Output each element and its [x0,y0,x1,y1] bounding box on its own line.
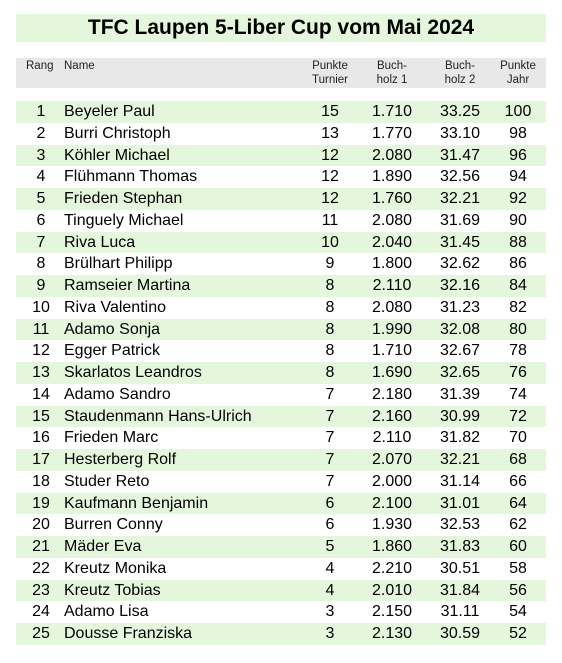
cell-buchholz-1: 2.000 [371,472,413,490]
table-row [16,427,546,449]
cell-rang: 6 [36,211,46,229]
cell-buchholz-1: 2.150 [371,603,413,621]
header-punkte-jahr-line2: Jahr [506,74,530,86]
cell-punkte-turnier: 10 [321,233,339,251]
header-buchholz-1-line1: Buch- [376,60,408,72]
cell-buchholz-2: 32.65 [439,364,481,381]
cell-buchholz-1: 1.690 [371,364,413,381]
cell-punkte-turnier: 8 [325,277,335,294]
cell-buchholz-2: 33.10 [439,124,481,142]
cell-buchholz-1: 1.890 [371,168,413,186]
cell-punkte-jahr: 80 [509,320,527,338]
cell-name: Mäder Eva [64,538,142,555]
cell-buchholz-2: 31.82 [439,429,481,447]
cell-punkte-turnier: 8 [325,298,335,316]
table-row [16,449,546,471]
table-row [16,406,546,428]
cell-name: Adamo Sonja [64,320,161,338]
cell-punkte-turnier: 4 [325,559,335,577]
cell-buchholz-2: 31.84 [439,581,481,599]
cell-name: Riva Luca [64,233,136,251]
cell-punkte-jahr: 62 [509,516,527,534]
cell-rang: 19 [32,494,50,512]
cell-name: Ramseier Martina [64,277,191,294]
table-row [16,514,546,536]
cell-name: Frieden Stephan [64,190,183,207]
cell-punkte-jahr: 88 [509,233,527,251]
cell-rang: 25 [32,625,50,642]
cell-name: Brülhart Philipp [64,255,173,273]
cell-buchholz-1: 2.070 [371,451,413,468]
cell-name: Staudenmann Hans-Ulrich [64,407,252,425]
cell-name: Riva Valentino [64,298,166,316]
cell-punkte-jahr: 72 [509,407,527,425]
cell-punkte-jahr: 56 [509,581,527,599]
cell-rang: 14 [32,385,50,403]
cell-punkte-jahr: 90 [509,211,527,229]
cell-name: Flühmann Thomas [64,168,198,186]
cell-rang: 9 [36,277,46,294]
cell-punkte-turnier: 7 [325,429,335,447]
header-punkte-jahr-line1: Punkte [500,60,536,72]
cell-punkte-turnier: 11 [321,211,339,229]
table-row [16,384,546,406]
cell-buchholz-2: 31.45 [439,233,481,251]
cell-buchholz-1: 2.130 [371,625,413,642]
cell-buchholz-2: 30.99 [439,407,481,425]
cell-buchholz-1: 2.110 [372,429,412,447]
cell-buchholz-1: 2.080 [371,298,413,316]
cell-punkte-jahr: 100 [504,103,532,120]
table-row [16,580,546,602]
cell-buchholz-2: 30.59 [439,625,481,642]
cell-rang: 13 [32,364,50,381]
cell-rang: 23 [32,581,50,599]
cell-punkte-jahr: 64 [509,494,527,512]
cell-punkte-jahr: 94 [509,168,527,186]
cell-punkte-turnier: 7 [325,407,335,425]
cell-rang: 21 [32,538,50,555]
cell-punkte-turnier: 13 [321,124,339,142]
cell-punkte-jahr: 78 [509,342,527,360]
cell-rang: 3 [36,146,46,164]
cell-buchholz-1: 2.100 [371,494,413,512]
cell-rang: 15 [32,407,50,425]
cell-punkte-turnier: 8 [325,342,335,360]
cell-rang: 22 [32,559,50,577]
table-row [16,101,546,123]
header-rang: Rang [26,60,54,72]
cell-punkte-jahr: 66 [509,472,527,490]
cell-buchholz-2: 33.25 [439,103,481,120]
cell-rang: 18 [32,472,50,490]
cell-rang: 1 [36,103,46,120]
cell-rang: 2 [36,124,46,142]
cell-name: Hesterberg Rolf [64,451,177,468]
cell-punkte-turnier: 7 [325,472,335,490]
ranking-table-body [16,101,546,645]
cell-buchholz-1: 2.160 [371,407,413,425]
header-buchholz-2-line1: Buch- [444,60,476,72]
cell-name: Kreutz Monika [64,559,167,577]
cell-punkte-turnier: 8 [325,320,335,338]
table-row [16,601,546,623]
table-row [16,297,546,319]
table-row [16,210,546,232]
cell-buchholz-2: 32.62 [439,255,481,273]
cell-rang: 4 [36,168,46,186]
cell-buchholz-2: 31.47 [439,146,481,164]
cell-buchholz-2: 31.23 [439,298,481,316]
table-row [16,362,546,384]
cell-rang: 12 [32,342,50,360]
cell-name: Beyeler Paul [64,103,155,120]
header-buchholz-1 [362,59,422,87]
cell-rang: 5 [36,190,46,207]
cell-buchholz-1: 2.110 [372,277,412,294]
cell-name: Kreutz Tobias [64,581,161,599]
cell-name: Tinguely Michael [64,211,184,229]
cell-rang: 8 [36,255,46,273]
cell-buchholz-1: 2.010 [371,581,413,599]
header-buchholz-2-line2: holz 2 [444,74,476,86]
cell-buchholz-2: 31.14 [439,472,481,490]
cell-buchholz-2: 31.01 [439,494,481,512]
cell-punkte-jahr: 58 [509,559,527,577]
cell-buchholz-2: 32.21 [439,451,481,468]
cell-buchholz-2: 32.67 [439,342,481,360]
cell-buchholz-2: 31.11 [440,603,480,621]
cell-buchholz-2: 32.21 [439,190,481,207]
cell-punkte-turnier: 9 [325,255,335,273]
table-row [16,123,546,145]
cell-buchholz-1: 1.800 [371,255,413,273]
cell-name: Burren Conny [64,516,163,534]
cell-punkte-jahr: 60 [509,538,527,555]
cell-punkte-jahr: 98 [509,124,527,142]
cell-buchholz-1: 1.860 [371,538,413,555]
cell-buchholz-1: 1.760 [371,190,413,207]
header-punkte-turnier-line2: Turnier [312,74,348,86]
header-punkte-turnier-line1: Punkte [312,60,348,72]
cell-punkte-jahr: 76 [509,364,527,381]
table-row [16,253,546,275]
cell-buchholz-1: 2.080 [371,146,413,164]
cell-buchholz-2: 30.51 [439,559,481,577]
cell-buchholz-1: 2.080 [371,211,413,229]
cell-punkte-jahr: 84 [509,277,527,294]
cell-buchholz-2: 31.69 [439,211,481,229]
header-punkte-turnier [300,59,360,87]
cell-punkte-jahr: 86 [509,255,527,273]
cell-punkte-jahr: 92 [509,190,527,207]
table-row [16,471,546,493]
header-buchholz-1-line2: holz 1 [376,74,408,86]
cell-punkte-jahr: 82 [509,298,527,316]
cell-punkte-turnier: 5 [325,538,335,555]
cell-rang: 20 [32,516,50,534]
cell-name: Burri Christoph [64,124,171,142]
table-row [16,493,546,515]
cell-buchholz-1: 2.210 [371,559,413,577]
cell-name: Adamo Sandro [64,385,171,403]
cell-name: Adamo Lisa [64,603,149,621]
table-row [16,558,546,580]
cell-buchholz-2: 31.39 [439,385,481,403]
cell-buchholz-1: 1.990 [371,320,413,338]
cell-buchholz-2: 32.56 [439,168,481,186]
cell-buchholz-1: 1.770 [371,124,413,142]
cell-rang: 10 [32,298,50,316]
cell-rang: 16 [32,429,50,447]
cell-buchholz-2: 32.08 [439,320,481,338]
page-title: TFC Laupen 5-Liber Cup vom Mai 2024 [16,14,546,42]
cell-buchholz-1: 1.710 [371,342,413,360]
cell-rang: 7 [36,233,46,251]
header-name: Name [64,60,95,72]
cell-rang: 11 [32,320,50,338]
cell-punkte-jahr: 54 [509,603,527,621]
cell-punkte-turnier: 3 [325,603,335,621]
cell-punkte-turnier: 6 [325,516,335,534]
cell-buchholz-1: 2.040 [371,233,413,251]
cell-buchholz-2: 31.83 [439,538,481,555]
cell-punkte-turnier: 7 [325,451,335,468]
cell-name: Köhler Michael [64,146,170,164]
cell-buchholz-1: 1.710 [371,103,413,120]
cell-punkte-turnier: 3 [325,625,335,642]
table-row [16,319,546,341]
cell-punkte-turnier: 7 [325,385,335,403]
cell-buchholz-1: 2.180 [371,385,413,403]
table-row [16,145,546,167]
cell-name: Kaufmann Benjamin [64,494,209,512]
cell-punkte-jahr: 70 [509,429,527,447]
table-row [16,340,546,362]
cell-punkte-turnier: 12 [321,168,339,186]
table-row [16,536,546,558]
cell-punkte-turnier: 4 [325,581,335,599]
cell-punkte-turnier: 12 [321,146,339,164]
header-punkte-jahr [490,59,546,87]
cell-name: Studer Reto [64,472,150,490]
cell-name: Egger Patrick [64,342,161,360]
cell-punkte-jahr: 68 [509,451,527,468]
table-header [16,58,546,88]
cell-name: Skarlatos Leandros [64,364,202,381]
table-row [16,232,546,254]
cell-punkte-turnier: 15 [321,103,339,120]
cell-name: Frieden Marc [64,429,159,447]
cell-rang: 17 [32,451,50,468]
cell-buchholz-2: 32.16 [439,277,481,294]
cell-punkte-jahr: 96 [509,146,527,164]
cell-punkte-jahr: 74 [509,385,527,403]
cell-rang: 24 [32,603,50,621]
cell-punkte-turnier: 12 [321,190,339,207]
cell-punkte-turnier: 6 [325,494,335,512]
header-buchholz-2 [430,59,490,87]
table-row [16,623,546,645]
table-row [16,275,546,297]
table-row [16,166,546,188]
cell-punkte-jahr: 52 [509,625,527,642]
table-row [16,188,546,210]
cell-buchholz-1: 1.930 [371,516,413,534]
cell-name: Dousse Franziska [64,625,193,642]
cell-punkte-turnier: 8 [325,364,335,381]
cell-buchholz-2: 32.53 [439,516,481,534]
